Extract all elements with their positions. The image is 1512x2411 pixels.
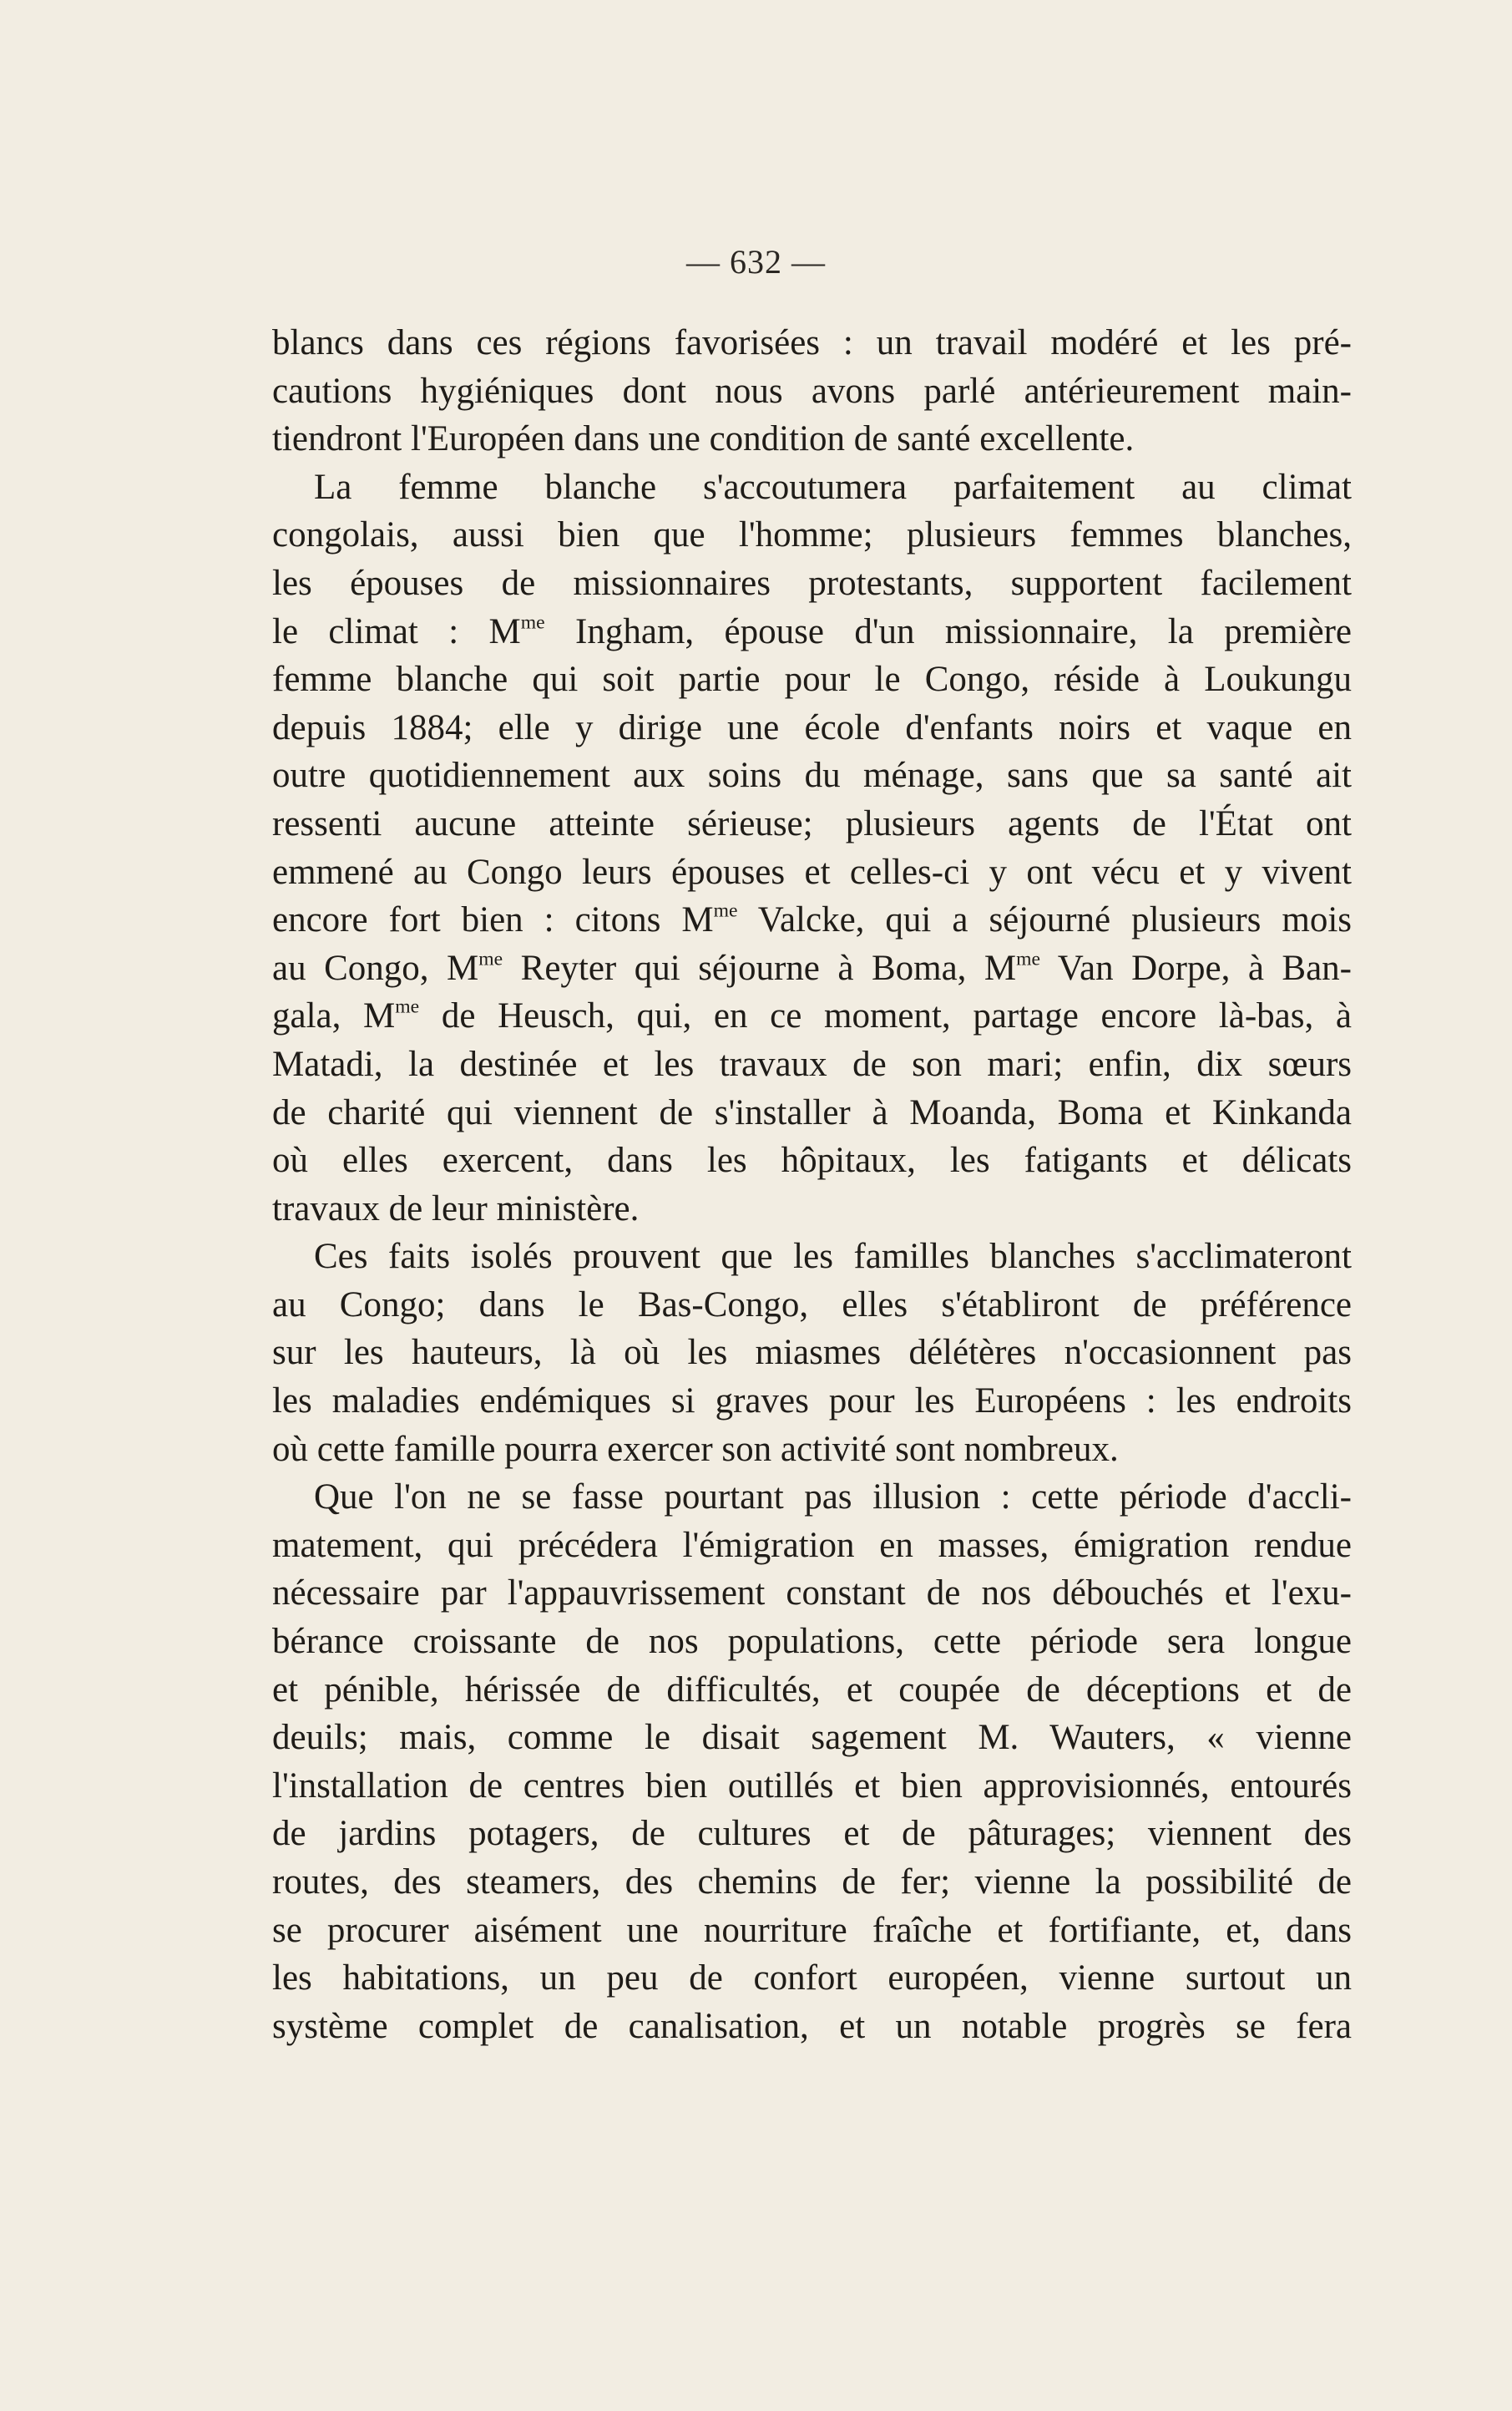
text-line: routes, des steamers, des chemins de fer; vienne la possibilité de (272, 1862, 1352, 1902)
text-line: encore fort bien : citons $M^{me}$ Valcke, qui a séjourné plusieurs mois (272, 899, 1353, 940)
text-line: où cette famille pourra exercer son activité sont nombreux. (272, 1429, 1119, 1469)
text-line: gala, $M^{me}$ de Heusch, qui, en ce moment, partage encore là-bas, à (272, 995, 1352, 1036)
body-text (272, 319, 1352, 2050)
paragraph-start-line: Que l'on ne se fasse pourtant pas illusion : cette période d'accli- (314, 1477, 1352, 1517)
text-line: bérance croissante de nos populations, cette période sera longue (272, 1622, 1352, 1662)
text-line: et pénible, hérissée de difficultés, et coupée de déceptions et de (272, 1669, 1352, 1709)
page-number: — 632 — (686, 243, 826, 281)
text-line: sur les hauteurs, là où les miasmes délétères n'occasionnent pas (272, 1333, 1352, 1373)
text-line: les épouses de missionnaires protestants, supportent facilement (272, 563, 1352, 603)
text-line: depuis 1884; elle y dirige une école d'enfants noirs et vaque en (272, 707, 1352, 747)
text-line: les maladies endémiques si graves pour les Européens : les endroits (272, 1381, 1352, 1421)
text-line: au Congo; dans le Bas-Congo, elles s'établiront de préférence (272, 1284, 1352, 1325)
text-line: cautions hygiéniques dont nous avons parlé antérieurement main- (272, 371, 1352, 411)
text-line: deuils; mais, comme le disait sagement M. Wauters, « vienne (272, 1718, 1352, 1758)
text-line: nécessaire par l'appauvrissement constant de nos débouchés et l'exu- (272, 1573, 1352, 1613)
text-line: ressenti aucune atteinte sérieuse; plusieurs agents de l'État ont (272, 803, 1352, 843)
text-line: congolais, aussi bien que l'homme; plusieurs femmes blanches, (272, 515, 1352, 555)
text-line: outre quotidiennement aux soins du ménage, sans que sa santé ait (272, 756, 1352, 796)
text-line: système complet de canalisation, et un notable progrès se fera (272, 2006, 1352, 2046)
text-line: de jardins potagers, de cultures et de pâturages; viennent des (272, 1814, 1352, 1854)
text-line: de charité qui viennent de s'installer à Moanda, Boma et Kinkanda (272, 1092, 1352, 1132)
text-line: matement, qui précédera l'émigration en masses, émigration rendue (272, 1525, 1352, 1565)
text-line: le climat : $M^{me}$ Ingham, épouse d'un missionnaire, la première (272, 610, 1352, 651)
text-line: au Congo, $M^{me}$ Reyter qui séjourne à Boma, $M^{me}$ Van Dorpe, à Ban- (272, 947, 1352, 988)
text-line: emmené au Congo leurs épouses et celles-ci y ont vécu et y vivent (272, 852, 1352, 892)
text-line: Matadi, la destinée et les travaux de son mari; enfin, dix sœurs (272, 1044, 1352, 1084)
text-line: femme blanche qui soit partie pour le Congo, réside à Loukungu (272, 660, 1352, 700)
text-line: blancs dans ces régions favorisées : un travail modéré et les pré- (272, 323, 1352, 362)
text-line: travaux de leur ministère. (272, 1188, 640, 1228)
text-line: les habitations, un peu de confort européen, vienne surtout un (272, 1958, 1352, 1998)
text-line: tiendront l'Européen dans une condition de santé excellente. (272, 419, 1135, 459)
paragraph-start-line: Ces faits isolés prouvent que les familles blanches s'acclimateront (314, 1237, 1352, 1277)
paragraph-start-line: La femme blanche s'accoutumera parfaitement au climat (314, 467, 1352, 507)
text-line: se procurer aisément une nourriture fraîche et fortifiante, et, dans (272, 1910, 1352, 1950)
text-line: où elles exercent, dans les hôpitaux, les fatigants et délicats (272, 1141, 1352, 1181)
text-line: l'installation de centres bien outillés et bien approvisionnés, entourés (272, 1765, 1352, 1806)
